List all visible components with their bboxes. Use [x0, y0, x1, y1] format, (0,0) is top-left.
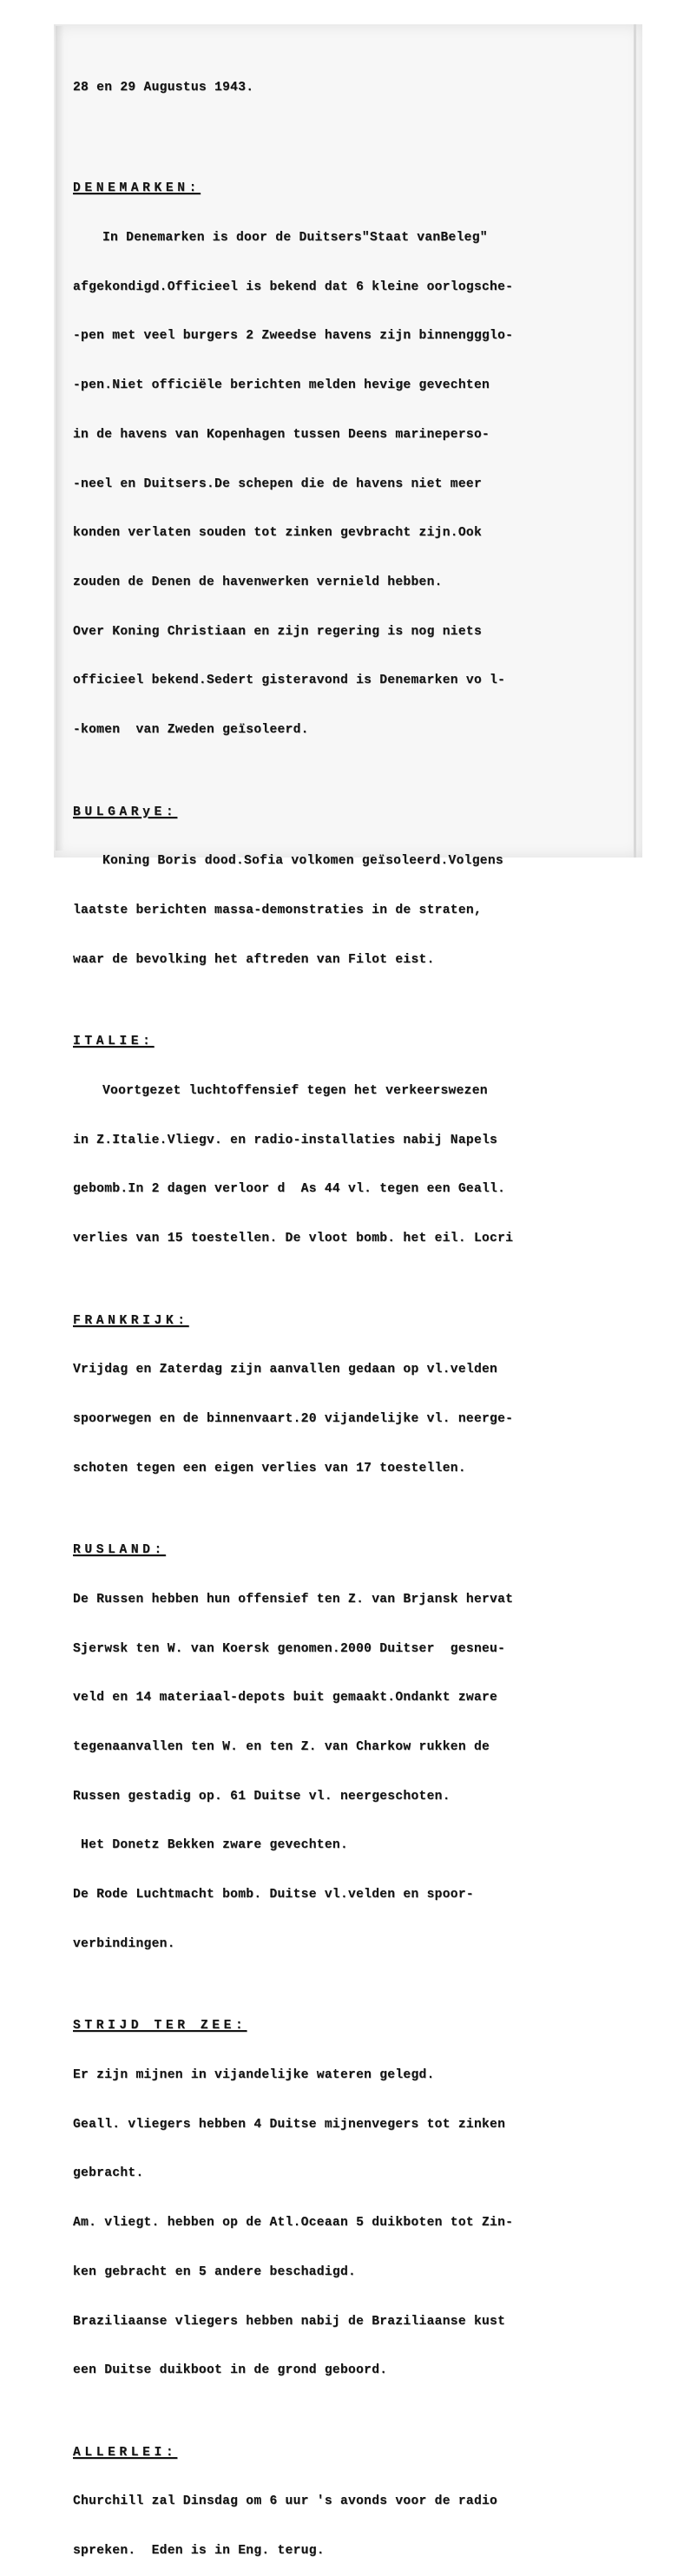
text-line: Het Donetz Bekken zware gevechten. — [73, 1838, 349, 1853]
typewritten-bulletin — [73, 47, 628, 2576]
text-line: laatste berichten massa-demonstraties in de straten, — [73, 903, 482, 917]
text-line: Er zijn mijnen in vijandelijke wateren gelegd. — [73, 2068, 435, 2082]
text-line: gebracht. — [73, 2166, 144, 2181]
text-line: Braziliaanse vliegers hebben nabij de Braziliaanse kust — [73, 2314, 506, 2329]
document-date: 28 en 29 Augustus 1943. — [73, 80, 254, 95]
text-line: Over Koning Christiaan en zijn regering is nog niets — [73, 624, 482, 639]
text-line: -neel en Duitsers.De schepen die de havens niet meer — [73, 476, 482, 491]
text-line: Vrijdag en Zaterdag zijn aanvallen gedaan op vl.velden — [73, 1363, 498, 1377]
text-line: -pen.Niet officiële berichten melden hevige gevechten — [73, 378, 490, 393]
section-heading-italie: ITALIE: — [73, 1035, 155, 1049]
text-line: Voortgezet luchtoffensief tegen het verkeerswezen — [102, 1083, 488, 1098]
section-heading-bulgarije: BULGARyE: — [73, 805, 178, 819]
section-heading-frankrijk: FRANKRIJK: — [73, 1313, 189, 1328]
text-line: tegenaanvallen ten W. en ten Z. van Charkow rukken de — [73, 1739, 490, 1754]
text-line: afgekondigd.Officieel is bekend dat 6 kleine oorlogsche- — [73, 279, 514, 294]
section-heading-strijd-ter-zee: STRIJD TER ZEE: — [73, 2019, 247, 2034]
section-heading-allerlei: ALLERLEI: — [73, 2445, 178, 2460]
text-line: spreken. Eden is in Eng. terug. — [73, 2544, 325, 2559]
text-line: -pen met veel burgers 2 Zweedse havens zijn binnenggglo- — [73, 329, 514, 344]
text-line: officieel bekend.Sedert gisteravond is Denemarken vo l- — [73, 674, 506, 688]
scan-shadow — [56, 26, 64, 851]
text-line: Churchill zal Dinsdag om 6 uur 's avonds voor de radio — [73, 2494, 498, 2509]
text-line: zouden de Denen de havenwerken vernield hebben. — [73, 575, 443, 589]
text-line: schoten tegen een eigen verlies van 17 toestellen. — [73, 1461, 466, 1475]
text-line: in Z.Italie.Vliegv. en radio-installaties nabij Napels — [73, 1133, 498, 1147]
text-line: gebomb.In 2 dagen verloor d As 44 vl. tegen een Geall. — [73, 1182, 506, 1197]
text-line: -komen van Zweden geïsoleerd. — [73, 723, 309, 738]
text-line: konden verlaten souden tot zinken gevbracht zijn.Ook — [73, 526, 482, 541]
text-line: In Denemarken is door de Duitsers"Staat vanBeleg" — [102, 231, 488, 246]
text-line: in de havens van Kopenhagen tussen Deens marineperso- — [73, 427, 490, 442]
text-line: Koning Boris dood.Sofia volkomen geïsoleerd.Volgens — [102, 854, 503, 869]
text-line: Am. vliegt. hebben op de Atl.Oceaan 5 duikboten tot Zin- — [73, 2216, 514, 2231]
text-line: Russen gestadig op. 61 Duitse vl. neergeschoten. — [73, 1789, 451, 1804]
text-line: veld en 14 materiaal-depots buit gemaakt.Ondankt zware — [73, 1691, 498, 1705]
text-line: Sjerwsk ten W. van Koersk genomen.2000 Duitser gesneu- — [73, 1641, 506, 1656]
text-line: waar de bevolking het aftreden van Filot eist. — [73, 952, 435, 967]
section-heading-denemarken: DENEMARKEN: — [73, 181, 201, 196]
text-line: een Duitse duikboot in de grond geboord. — [73, 2363, 388, 2378]
text-line: De Russen hebben hun offensief ten Z. van Brjansk hervat — [73, 1592, 514, 1607]
paper-edge — [634, 24, 636, 858]
text-line: De Rode Luchtmacht bomb. Duitse vl.velden en spoor- — [73, 1888, 474, 1902]
text-line: Geall. vliegers hebben 4 Duitse mijnenvegers tot zinken — [73, 2117, 506, 2132]
text-line: spoorwegen en de binnenvaart.20 vijandelijke vl. neerge- — [73, 1411, 514, 1426]
text-line: ken gebracht en 5 andere beschadigd. — [73, 2264, 357, 2279]
text-line: verbindingen. — [73, 1936, 175, 1951]
section-heading-rusland: RUSLAND: — [73, 1543, 166, 1558]
text-line: verlies van 15 toestellen. De vloot bomb. het eil. Locri — [73, 1232, 514, 1246]
